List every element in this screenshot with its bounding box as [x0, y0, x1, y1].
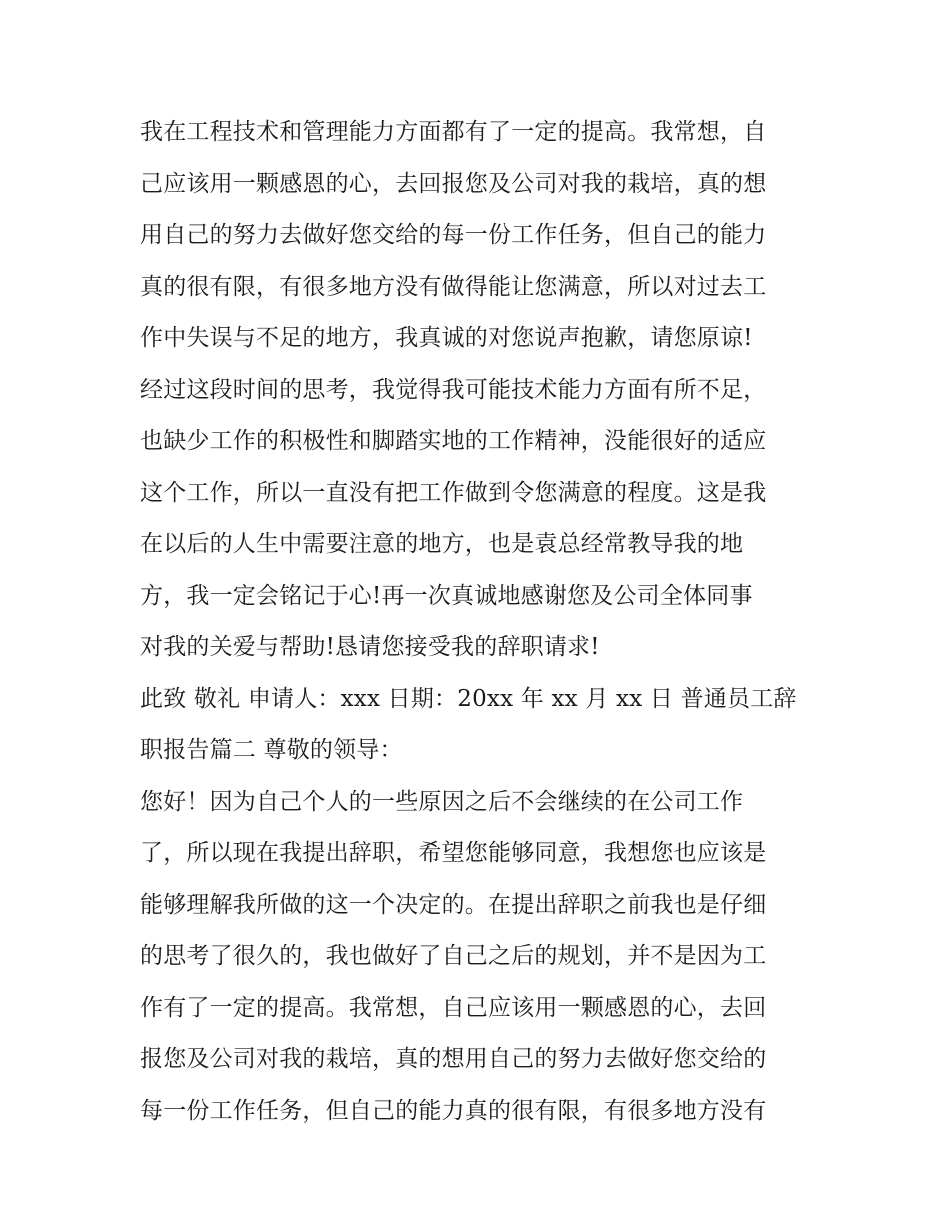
- body-text: [140, 107, 820, 1137]
- text-line: 作中失误与不足的地方，我真诚的对您说声抱歉，请您原谅!: [140, 325, 753, 351]
- text-line: 这个工作，所以一直没有把工作做到令您满意的程度。这是我: [140, 479, 767, 506]
- text-line: 也缺少工作的积极性和脚踏实地的工作精神，没能很好的适应: [140, 428, 767, 454]
- text-line: 在以后的人生中需要注意的地方，也是袁总经常教导我的地: [140, 531, 744, 557]
- text-line: 经过这段时间的思考，我觉得我可能技术能力方面有所不足，: [140, 376, 767, 403]
- text-line: 方，我一定会铭记于心!再一次真诚地感谢您及公司全体同事: [140, 582, 753, 609]
- text-line: 您好！因为自己个人的一些原因之后不会继续的在公司工作: [140, 788, 744, 815]
- text-line: 的思考了很久的，我也做好了自己之后的规划，并不是因为工: [140, 943, 767, 969]
- text-line: 对我的关爱与帮助!恳请您接受我的辞职请求!: [140, 634, 600, 660]
- text-line: 报您及公司对我的栽培，真的想用自己的努力去做好您交给的: [140, 1046, 767, 1072]
- text-line: 用自己的努力去做好您交给的每一份工作任务，但自己的能力: [140, 222, 767, 248]
- text-line: 己应该用一颗感恩的心，去回报您及公司对我的栽培，真的想: [140, 170, 767, 197]
- text-line: 此致 敬礼 申请人：xxx 日期：20xx 年 xx 月 xx 日 普通员工辞: [140, 685, 797, 712]
- text-line: 职报告篇二 尊敬的领导：: [140, 737, 403, 763]
- text-line: 能够理解我所做的这一个决定的。在提出辞职之前我也是仔细: [140, 891, 767, 918]
- text-line: 作有了一定的提高。我常想，自己应该用一颗感恩的心，去回: [140, 994, 767, 1021]
- text-line: 真的很有限，有很多地方没有做得能让您满意，所以对过去工: [140, 273, 767, 300]
- text-line: 了，所以现在我提出辞职，希望您能够同意，我想您也应该是: [140, 840, 767, 866]
- text-line: 每一份工作任务，但自己的能力真的很有限，有很多地方没有: [140, 1097, 767, 1124]
- text-line: 我在工程技术和管理能力方面都有了一定的提高。我常想，自: [140, 119, 767, 145]
